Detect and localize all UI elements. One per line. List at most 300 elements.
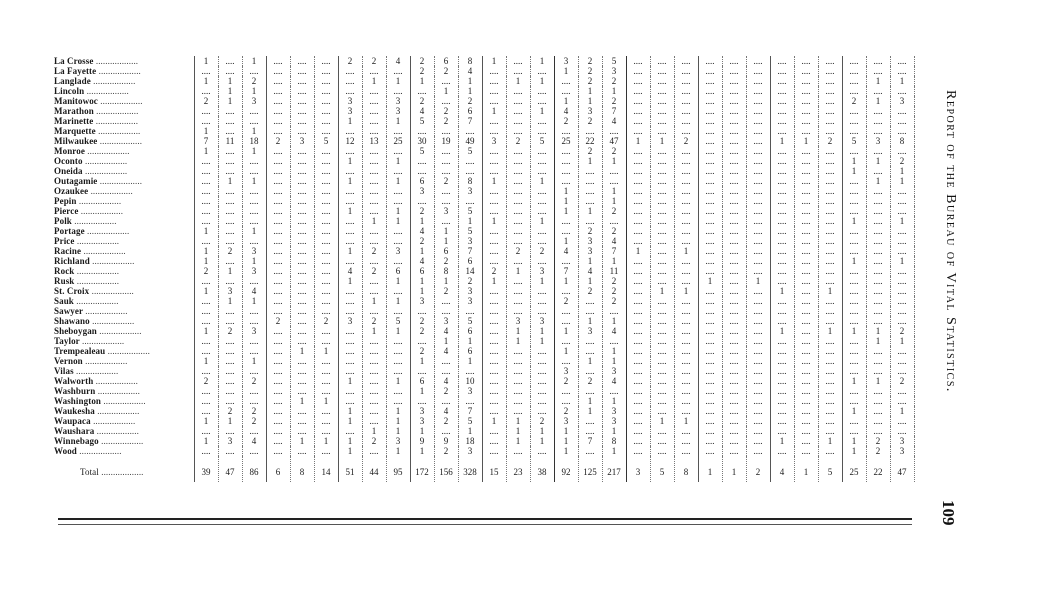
value-cell: .... (626, 186, 650, 196)
value-cell: .... (794, 256, 818, 266)
value-cell: .... (698, 296, 722, 306)
value-cell: 1 (890, 336, 914, 346)
value-cell: .... (794, 306, 818, 316)
value-cell: 1 (362, 216, 386, 226)
value-cell: .... (722, 226, 746, 236)
value-cell: .... (770, 96, 794, 106)
value-cell: 4 (554, 106, 578, 116)
value-cell: 1 (506, 426, 530, 436)
county-name: Outagamie (54, 176, 98, 186)
value-cell: .... (818, 246, 842, 256)
value-cell: 1 (842, 216, 866, 226)
value-cell: .... (770, 186, 794, 196)
value-cell: .... (794, 86, 818, 96)
value-cell: .... (266, 166, 290, 176)
value-cell: .... (578, 346, 602, 356)
value-cell: .... (602, 386, 626, 396)
value-cell: .... (290, 326, 314, 336)
value-cell: 1 (554, 276, 578, 286)
value-cell: .... (314, 196, 338, 206)
value-cell: .... (338, 166, 362, 176)
value-cell: .... (890, 116, 914, 126)
value-cell: 2 (434, 176, 458, 186)
value-cell: 1 (698, 276, 722, 286)
county-name-cell (54, 406, 194, 416)
value-cell: 1 (602, 316, 626, 326)
value-cell: 3 (242, 96, 266, 106)
value-cell: 2 (410, 66, 434, 76)
value-cell: 2 (194, 266, 218, 276)
value-cell: .... (770, 416, 794, 426)
county-name-cell (54, 276, 194, 286)
value-cell: .... (722, 146, 746, 156)
value-cell: .... (410, 126, 434, 136)
value-cell: .... (290, 296, 314, 306)
value-cell: .... (602, 126, 626, 136)
value-cell: 2 (530, 416, 554, 426)
value-cell: 1 (338, 416, 362, 426)
value-cell: 1 (578, 256, 602, 266)
value-cell: .... (242, 116, 266, 126)
value-cell: 47 (602, 136, 626, 146)
value-cell: 1 (530, 176, 554, 186)
value-cell: .... (362, 186, 386, 196)
value-cell: .... (746, 76, 770, 86)
value-cell: .... (290, 216, 314, 226)
value-cell: .... (482, 376, 506, 386)
value-cell: .... (362, 286, 386, 296)
leader-dots: .................. (96, 426, 139, 436)
value-cell: .... (842, 346, 866, 356)
value-cell: .... (698, 286, 722, 296)
value-cell: .... (626, 86, 650, 96)
value-cell: .... (530, 96, 554, 106)
value-cell: .... (770, 206, 794, 216)
value-cell: .... (770, 216, 794, 226)
value-cell: .... (434, 356, 458, 366)
value-cell: .... (194, 106, 218, 116)
value-cell: .... (890, 316, 914, 326)
value-cell: 7 (578, 436, 602, 446)
value-cell: .... (794, 226, 818, 236)
value-cell: .... (674, 276, 698, 286)
value-cell: .... (266, 86, 290, 96)
table-row (54, 306, 914, 316)
value-cell: .... (218, 356, 242, 366)
value-cell: .... (554, 126, 578, 136)
value-cell: 6 (434, 246, 458, 256)
value-cell: .... (530, 256, 554, 266)
value-cell: .... (266, 356, 290, 366)
value-cell: 1 (746, 276, 770, 286)
value-cell: .... (722, 296, 746, 306)
value-cell: .... (218, 256, 242, 266)
leader-dots: .................. (97, 406, 140, 416)
value-cell: .... (746, 116, 770, 126)
value-cell: .... (602, 176, 626, 186)
value-cell: .... (218, 306, 242, 316)
value-cell: .... (842, 186, 866, 196)
value-cell: 1 (794, 136, 818, 146)
value-cell: 1 (530, 326, 554, 336)
value-cell: .... (770, 346, 794, 356)
value-cell: .... (890, 346, 914, 356)
value-cell: .... (794, 186, 818, 196)
value-cell: .... (266, 56, 290, 66)
value-cell: .... (338, 236, 362, 246)
value-cell: .... (530, 186, 554, 196)
value-cell: .... (818, 366, 842, 376)
value-cell: .... (626, 386, 650, 396)
value-cell: .... (554, 286, 578, 296)
leader-dots: .................. (101, 467, 144, 477)
value-cell: .... (626, 356, 650, 366)
county-name-cell (54, 316, 194, 326)
value-cell: .... (482, 206, 506, 216)
value-cell: .... (266, 76, 290, 86)
value-cell: .... (530, 386, 554, 396)
value-cell: .... (770, 256, 794, 266)
value-cell: .... (506, 386, 530, 396)
value-cell: 2 (602, 276, 626, 286)
value-cell: .... (482, 396, 506, 406)
value-cell: .... (698, 326, 722, 336)
value-cell: .... (866, 276, 890, 286)
value-cell: .... (794, 376, 818, 386)
value-cell: .... (746, 236, 770, 246)
value-cell: .... (290, 186, 314, 196)
table-row (54, 156, 914, 166)
value-cell: .... (674, 76, 698, 86)
county-name: Milwaukee (54, 136, 98, 146)
value-cell: 3 (890, 96, 914, 106)
value-cell: .... (722, 276, 746, 286)
value-cell: 3 (242, 246, 266, 256)
value-cell: .... (698, 156, 722, 166)
value-cell: .... (314, 356, 338, 366)
value-cell: .... (746, 56, 770, 66)
county-name: Waupaca (54, 416, 91, 426)
value-cell: 1 (290, 396, 314, 406)
value-cell: .... (626, 276, 650, 286)
value-cell: 2 (362, 316, 386, 326)
value-cell: .... (434, 76, 458, 86)
value-cell: 4 (434, 376, 458, 386)
table-row (54, 266, 914, 276)
leader-dots: .................. (76, 276, 120, 286)
value-cell: .... (890, 106, 914, 116)
value-cell: .... (194, 216, 218, 226)
value-cell: 1 (386, 296, 410, 306)
county-name: Taylor (54, 336, 80, 346)
value-cell: .... (866, 296, 890, 306)
value-cell: 1 (674, 416, 698, 426)
value-cell: 4 (410, 226, 434, 236)
value-cell: 1 (386, 376, 410, 386)
value-cell: .... (338, 366, 362, 376)
value-cell: .... (482, 426, 506, 436)
value-cell: .... (314, 166, 338, 176)
value-cell: 1 (842, 166, 866, 176)
leader-dots: .................. (76, 296, 119, 306)
value-cell: .... (698, 226, 722, 236)
value-cell: .... (818, 306, 842, 316)
value-cell: .... (722, 336, 746, 346)
value-cell: .... (458, 306, 482, 316)
value-cell: .... (578, 446, 602, 456)
value-cell: .... (314, 216, 338, 226)
value-cell: .... (866, 186, 890, 196)
county-name-cell (54, 206, 194, 216)
value-cell: 1 (194, 256, 218, 266)
value-cell: 3 (242, 266, 266, 276)
value-cell: .... (626, 166, 650, 176)
value-cell: .... (314, 236, 338, 246)
value-cell: 1 (242, 176, 266, 186)
value-cell: .... (722, 346, 746, 356)
value-cell: .... (818, 56, 842, 66)
value-cell: .... (770, 66, 794, 76)
value-cell: .... (866, 216, 890, 226)
value-cell: 1 (578, 356, 602, 366)
value-cell: 1 (314, 346, 338, 356)
value-cell: 1 (506, 326, 530, 336)
value-cell: 1 (866, 326, 890, 336)
table-row (54, 416, 914, 426)
value-cell: 1 (242, 56, 266, 66)
value-cell: .... (530, 346, 554, 356)
value-cell: .... (626, 426, 650, 436)
value-cell: .... (506, 356, 530, 366)
value-cell: .... (506, 86, 530, 96)
value-cell: .... (218, 196, 242, 206)
value-cell: 1 (866, 96, 890, 106)
value-cell: .... (626, 366, 650, 376)
value-cell: 1 (386, 276, 410, 286)
value-cell: .... (194, 316, 218, 326)
value-cell: .... (194, 66, 218, 76)
value-cell: .... (794, 96, 818, 106)
total-value-cell: 38 (530, 456, 554, 482)
value-cell: .... (890, 386, 914, 396)
value-cell: 3 (554, 366, 578, 376)
leader-dots: .................. (85, 306, 128, 316)
value-cell: .... (674, 156, 698, 166)
value-cell: .... (626, 446, 650, 456)
value-cell: .... (890, 296, 914, 306)
value-cell: .... (794, 436, 818, 446)
table-row (54, 146, 914, 156)
value-cell: 6 (410, 266, 434, 276)
value-cell: .... (746, 126, 770, 136)
page-number: 109 (939, 500, 958, 526)
county-name-cell (54, 236, 194, 246)
value-cell: .... (818, 86, 842, 96)
value-cell: 1 (386, 426, 410, 436)
value-cell: 1 (362, 296, 386, 306)
value-cell: .... (818, 226, 842, 236)
value-cell: .... (242, 206, 266, 216)
value-cell: 1 (458, 336, 482, 346)
leader-dots: .................. (84, 166, 128, 176)
value-cell: .... (626, 266, 650, 276)
value-cell: .... (506, 226, 530, 236)
value-cell: .... (458, 126, 482, 136)
leader-dots: .................. (74, 216, 117, 226)
value-cell: .... (266, 406, 290, 416)
total-value-cell: 44 (362, 456, 386, 482)
value-cell: .... (386, 306, 410, 316)
value-cell: .... (674, 316, 698, 326)
county-name-cell (54, 146, 194, 156)
value-cell: .... (314, 256, 338, 266)
value-cell: .... (194, 86, 218, 96)
value-cell: .... (266, 256, 290, 266)
value-cell: 2 (554, 406, 578, 416)
value-cell: .... (722, 66, 746, 76)
value-cell: .... (458, 166, 482, 176)
value-cell: 3 (458, 386, 482, 396)
value-cell: .... (650, 96, 674, 106)
value-cell: .... (722, 286, 746, 296)
value-cell: 1 (650, 136, 674, 146)
value-cell: 1 (530, 336, 554, 346)
value-cell: .... (722, 116, 746, 126)
value-cell: 1 (818, 286, 842, 296)
value-cell: 11 (218, 136, 242, 146)
value-cell: .... (698, 246, 722, 256)
value-cell: 4 (434, 326, 458, 336)
value-cell: 2 (602, 296, 626, 306)
value-cell: .... (842, 66, 866, 76)
value-cell: .... (626, 226, 650, 236)
value-cell: .... (266, 326, 290, 336)
value-cell: .... (506, 306, 530, 316)
value-cell: .... (362, 196, 386, 206)
value-cell: 1 (434, 86, 458, 96)
value-cell: 6 (386, 266, 410, 276)
value-cell: .... (794, 116, 818, 126)
value-cell: 1 (338, 406, 362, 416)
value-cell: .... (794, 286, 818, 296)
value-cell: .... (890, 356, 914, 366)
value-cell: .... (362, 446, 386, 456)
value-cell: .... (314, 426, 338, 436)
value-cell: .... (266, 436, 290, 446)
leader-dots: .................. (76, 366, 119, 376)
value-cell: .... (194, 116, 218, 126)
value-cell: .... (338, 216, 362, 226)
value-cell: 1 (194, 416, 218, 426)
value-cell: 1 (338, 446, 362, 456)
value-cell: 3 (410, 406, 434, 416)
value-cell: 2 (410, 316, 434, 326)
value-cell: 18 (458, 436, 482, 446)
county-name: Langlade (54, 76, 91, 86)
value-cell: .... (746, 226, 770, 236)
value-cell: .... (650, 436, 674, 446)
value-cell: .... (290, 226, 314, 236)
table-row (54, 406, 914, 416)
value-cell: 1 (866, 76, 890, 86)
value-cell: .... (722, 366, 746, 376)
county-name: Wood (54, 446, 77, 456)
value-cell: 3 (578, 106, 602, 116)
value-cell: .... (842, 366, 866, 376)
value-cell: .... (386, 346, 410, 356)
value-cell: .... (794, 386, 818, 396)
running-head: Report of the Bureau of Vital Statistics. (943, 90, 958, 393)
value-cell: 2 (602, 96, 626, 106)
value-cell: .... (386, 286, 410, 296)
value-cell: .... (434, 216, 458, 226)
value-cell: 1 (530, 106, 554, 116)
leader-dots: .................. (100, 96, 143, 106)
value-cell: 2 (266, 316, 290, 326)
value-cell: 3 (218, 436, 242, 446)
value-cell: .... (794, 396, 818, 406)
value-cell: .... (554, 166, 578, 176)
value-cell: .... (290, 426, 314, 436)
value-cell: .... (218, 276, 242, 286)
value-cell: .... (386, 146, 410, 156)
value-cell: .... (626, 56, 650, 66)
leader-dots: .................. (80, 206, 124, 216)
value-cell: .... (722, 446, 746, 456)
total-value-cell: 6 (266, 456, 290, 482)
value-cell: .... (746, 96, 770, 106)
value-cell: 1 (386, 446, 410, 456)
leader-dots: .................. (87, 146, 130, 156)
value-cell: .... (818, 76, 842, 86)
value-cell: .... (242, 366, 266, 376)
value-cell: .... (386, 396, 410, 406)
county-name-cell (54, 426, 194, 436)
value-cell: 1 (770, 136, 794, 146)
value-cell: .... (842, 426, 866, 436)
value-cell: 1 (890, 176, 914, 186)
value-cell: 8 (458, 176, 482, 186)
value-cell: .... (746, 256, 770, 266)
value-cell: .... (530, 306, 554, 316)
value-cell: .... (746, 206, 770, 216)
value-cell: .... (866, 306, 890, 316)
value-cell: .... (794, 356, 818, 366)
value-cell: 2 (578, 146, 602, 156)
value-cell: .... (842, 76, 866, 86)
value-cell: .... (482, 316, 506, 326)
value-cell: 1 (410, 276, 434, 286)
value-cell: .... (362, 366, 386, 376)
value-cell: 8 (890, 136, 914, 146)
value-cell: .... (770, 276, 794, 286)
value-cell: .... (866, 126, 890, 136)
value-cell: .... (746, 286, 770, 296)
value-cell: 1 (410, 286, 434, 296)
value-cell: .... (290, 196, 314, 206)
value-cell: 2 (506, 136, 530, 146)
total-value-cell: 5 (650, 456, 674, 482)
value-cell: .... (674, 66, 698, 76)
table-row (54, 276, 914, 286)
value-cell: .... (866, 106, 890, 116)
value-cell: .... (626, 286, 650, 296)
county-name-cell (54, 346, 194, 356)
value-cell: .... (842, 286, 866, 296)
table-row (54, 166, 914, 176)
value-cell: 1 (842, 446, 866, 456)
value-cell: .... (218, 426, 242, 436)
